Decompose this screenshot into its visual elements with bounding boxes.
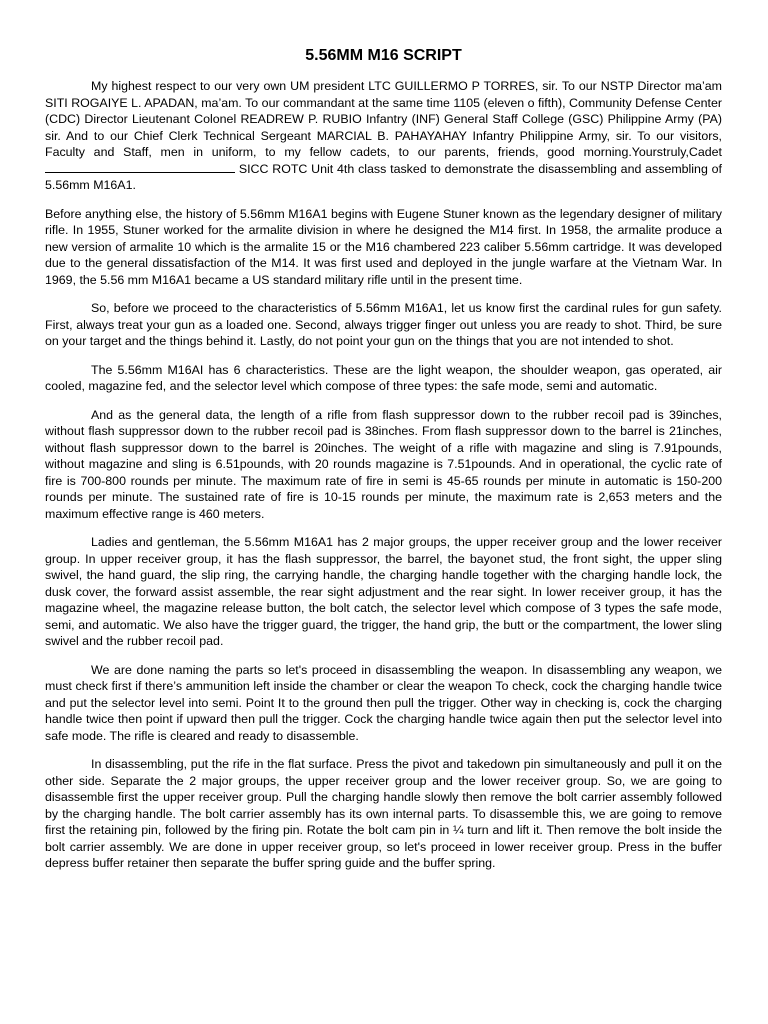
safety-rules-paragraph: So, before we proceed to the characteristics of 5.56mm M16A1, let us know first the cardinal rules for gun safety. First, always treat your gun as a loaded one. Second, always trigger finger out unless you are ready to shot. Third, be sure on your target and the things behind it. Lastly, do not point your gun on the things that you are not intended to shot. (45, 301, 722, 348)
history-paragraph: Before anything else, the history of 5.56mm M16A1 begins with Eugene Stuner known as the legendary designer of military rifle. In 1955, Stuner worked for the armalite division in where he designed the M14 first. In 1958, the armalite produce a new version of armalite 10 which is the armalite 15 or the M16 chambered 223 caliber 5.56mm cartridge. It was developed due to the general dissatisfaction of the M14. It was first used and deployed in the jungle warfare at the Vietnam War. In 1969, the 5.56 mm M16A1 became a US standard military rifle until in the present time. (45, 206, 722, 287)
major-groups-paragraph: Ladies and gentleman, the 5.56mm M16A1 has 2 major groups, the upper receiver group and the lower receiver group. In upper receiver group, it has the flash suppressor, the barrel, the bayonet stud, the front sight, the upper sling swivel, the hand guard, the slip ring, the carrying handle, the charging handle together with the charging handle lock, the dusk cover, the forward assist assemble, the rear sight adjustment and the rear sight. In lower receiver group, it has the magazine wheel, the magazine release button, the bolt catch, the selector level which compose of 3 types the safe mode, semi, and automatic. We also have the trigger guard, the trigger, the hand grip, the butt or the compartment, the lower sling swivel and the rubber recoil pad. (45, 535, 722, 648)
general-data-paragraph: And as the general data, the length of a rifle from flash suppressor down to the rubber recoil pad is 39inches, without flash suppressor down to the rubber recoil pad is 38inches. From flash suppressor down to the barrel is 21inches, without flash suppressor down to the barrel is 20inches. The weight of a rifle with magazine and sling is 7.91pounds, without magazine and sling is 6.51pounds, with 20 rounds magazine is 7.51pounds. And in operational, the cyclic rate of fire is 700-800 rounds per minute. The maximum rate of fire in semi is 45-65 rounds per minute in automatic is 150-200 rounds per minute. The sustained rate of fire is 10-15 rounds per minute, the maximum rate is 2,653 meters and the maximum effective range is 460 meters. (45, 407, 722, 521)
cadet-name-blank (45, 161, 235, 173)
intro-text-continued: SICC ROTC Unit 4th class tasked to demonstrate the disassembling and assembling of 5.56mm M16A1. (45, 161, 722, 192)
document-title: 5.56MM M16 SCRIPT (305, 47, 462, 64)
intro-text: My highest respect to our very own UM president LTC GUILLERMO P TORRES, sir. To our NSTP Director ma’am SITI ROGAIYE L. APADAN, ma’am. To our commandant at the same time 1105 (eleven o fifth), Community Defense Center (CDC) Director Lieutenant Colonel READREW P. RUBIO Infantry (INF) General Staff College (GSC) Philippine Army (PA) sir. And to our Chief Clerk Technical Sergeant MARCIAL B. PAHAYAHAY Infantry Philippine Army, sir. To our visitors, Faculty and Staff, men in uniform, to my fellow cadets, to our parents, friends, good morning.Yourstruly,Cadet (45, 79, 722, 159)
disassembling-paragraph: In disassembling, put the rife in the flat surface. Press the pivot and takedown pin simultaneously and pull it on the other side. Separate the 2 major groups, the upper receiver group and the lower receiver group. So, we are going to disassemble first the upper receiver group. Pull the charging handle slowly then remove the bolt carrier assembly followed by the charging handle. The bolt carrier assembly has its own internal parts. To disassemble this, we are going to remove first the retaining pin, followed by the firing pin. Rotate the bolt cam pin in ¼ turn and lift it. Then remove the bolt inside the bolt carrier assembly. We are done in upper receiver group, so let's proceed in lower receiver group. Press in the buffer depress buffer retainer then separate the buffer spring guide and the buffer spring. (45, 757, 722, 870)
characteristics-paragraph: The 5.56mm M16AI has 6 characteristics. These are the light weapon, the shoulder weapon, gas operated, air cooled, magazine fed, and the selector level which compose of three types: the safe mode, semi and automatic. (45, 362, 722, 393)
clearing-paragraph: We are done naming the parts so let's proceed in disassembling the weapon. In disassembling any weapon, we must check first if there’s ammunition left inside the chamber or clear the weapon To check, cock the charging handle twice and put the selector level into semi. Point It to the ground then pull the trigger. Other way in checking is, cock the charging handle twice then point if upward then pull the trigger. Cock the charging handle twice again then put the selector level into safe mode. The rifle is cleared and ready to disassemble. (45, 662, 722, 743)
intro-paragraph (45, 78, 722, 194)
